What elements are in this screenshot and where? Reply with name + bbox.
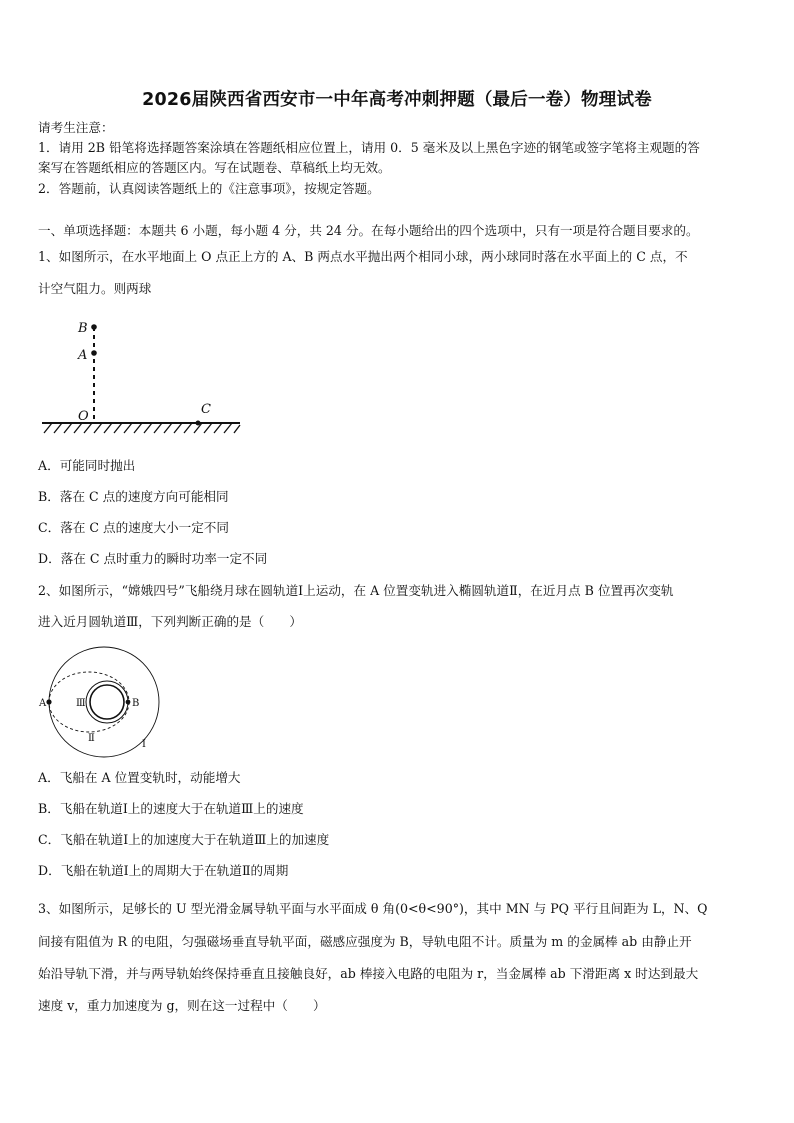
label-o: O <box>78 409 89 424</box>
point-a <box>91 350 97 356</box>
orbit-iii <box>86 681 128 723</box>
question-2-option-d: D．飞船在轨道Ⅰ上的周期大于在轨道Ⅱ的周期 <box>38 863 289 878</box>
question-3-line-4: 速度 v，重力加速度为 g，则在这一过程中（ ） <box>38 998 326 1013</box>
question-3-line-3: 始沿导轨下滑，并与两导轨始终保持垂直且接触良好，ab 棒接入电路的电阻为 r，当金属棒 ab 下滑距离 x 时达到最大 <box>38 966 699 981</box>
label-b: B <box>78 321 88 336</box>
question-2-figure <box>36 645 166 757</box>
notice-item-2: 2．答题前，认真阅读答题纸上的《注意事项》，按规定答题。 <box>38 181 380 196</box>
question-1-line-2: 计空气阻力。则两球 <box>38 281 152 296</box>
notice-item-1-line-2: 案写在答题纸相应的答题区内。写在试题卷、草稿纸上均无效。 <box>38 160 391 175</box>
point-b <box>91 324 97 330</box>
label-c: C <box>201 402 211 417</box>
moon <box>90 685 124 719</box>
point-b <box>126 700 131 705</box>
page-title: 2026届陕西省西安市一中年高考冲刺押题（最后一卷）物理试卷 <box>142 90 652 110</box>
question-1-option-a: A．可能同时抛出 <box>38 458 136 473</box>
question-1-figure <box>38 315 248 435</box>
label-b: B <box>132 698 140 709</box>
question-2-option-c: C．飞船在轨道Ⅰ上的加速度大于在轨道Ⅲ上的加速度 <box>38 832 330 847</box>
question-3-line-2: 间接有阻值为 R 的电阻，匀强磁场垂直导轨平面，磁感应强度为 B，导轨电阻不计。质量为 m 的金属棒 ab 由静止开 <box>38 934 692 949</box>
notice-header: 请考生注意： <box>38 120 114 135</box>
point-a <box>46 699 51 704</box>
question-2-option-a: A．飞船在 A 位置变轨时，动能增大 <box>38 770 241 785</box>
question-2-line-1: 2、如图所示，“嫦娥四号”飞船绕月球在圆轨道Ⅰ上运动，在 A 位置变轨进入椭圆轨道Ⅱ，在近月点 B 位置再次变轨 <box>38 583 674 598</box>
notice-item-1-line-1: 1．请用 2B 铅笔将选择题答案涂填在答题纸相应位置上，请用 0．5 毫米及以上黑色字迹的钢笔或签字笔将主观题的答 <box>38 140 700 155</box>
question-1-option-b: B．落在 C 点的速度方向可能相同 <box>38 489 229 504</box>
question-3-line-1: 3、如图所示，足够长的 U 型光滑金属导轨平面与水平面成 θ 角(0<θ<90°)，其中 MN 与 PQ 平行且间距为 L，N、Q <box>38 901 708 916</box>
ground-hatching <box>44 423 240 433</box>
question-2-line-2: 进入近月圆轨道Ⅲ，下列判断正确的是（ ） <box>38 614 303 629</box>
question-2-option-b: B．飞船在轨道Ⅰ上的速度大于在轨道Ⅲ上的速度 <box>38 801 304 816</box>
question-1-option-d: D．落在 C 点时重力的瞬时功率一定不同 <box>38 551 268 566</box>
label-ii: Ⅱ <box>88 733 95 744</box>
label-i: Ⅰ <box>142 739 146 750</box>
label-iii: Ⅲ <box>76 698 86 709</box>
question-1-option-c: C．落在 C 点的速度大小一定不同 <box>38 520 229 535</box>
question-1-line-1: 1、如图所示，在水平地面上 O 点正上方的 A、B 两点水平抛出两个相同小球，两小球同时落在水平面上的 C 点，不 <box>38 249 688 264</box>
orbit-ii <box>49 672 129 732</box>
section-heading: 一、单项选择题：本题共 6 小题，每小题 4 分，共 24 分。在每小题给出的四个选项中，只有一项是符合题目要求的。 <box>38 223 699 238</box>
label-a: A <box>78 348 88 363</box>
label-a: A <box>39 698 47 709</box>
